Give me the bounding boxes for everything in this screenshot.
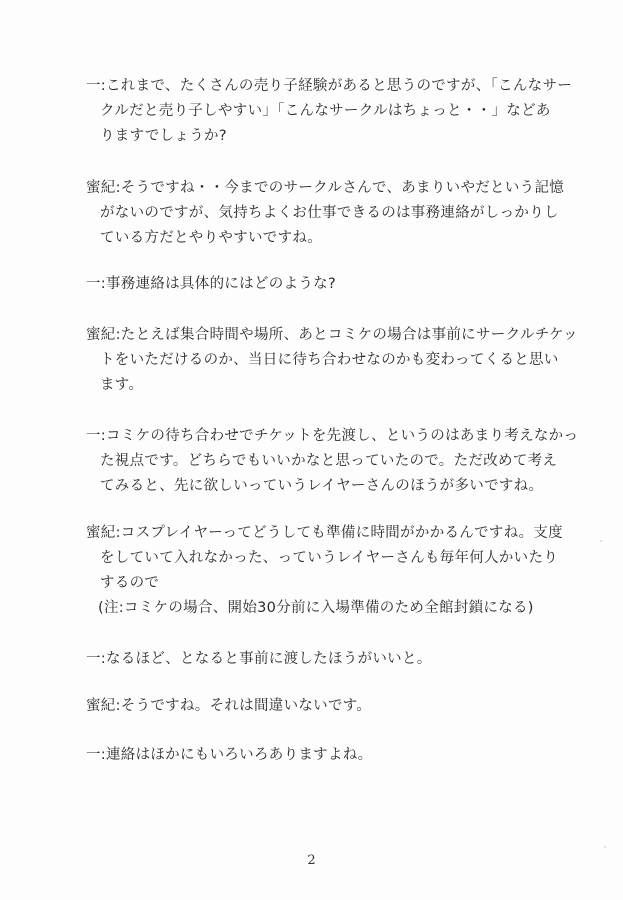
dialogue-line: 一:これまで、たくさんの売り子経験があると思うのですが、「こんなサー <box>86 78 573 94</box>
dialogue-line: 蜜紀:たとえば集合時間や場所、あとコミケの場合は事前にサークルチケッ <box>86 327 578 343</box>
dialogue-entry <box>86 647 556 672</box>
editor-note: (注:コミケの場合、開始30分前に入場準備のため全館封鎖になる) <box>98 600 534 616</box>
dialogue-line: てみると、先に欲しいっていうレイヤーさんのほうが多いですね。 <box>100 478 544 494</box>
dialogue-line: クルだと売り子しやすい」「こんなサークルはちょっと・・」などあ <box>100 103 551 119</box>
dialogue-line: 一:コミケの待ち合わせでチケットを先渡し、というのはあまり考えなかっ <box>86 428 579 444</box>
dialogue-entry <box>86 694 556 719</box>
dialogue-entry <box>86 743 556 768</box>
dialogue-line: 一:なるほど、となると事前に渡したほうがいいと。 <box>86 651 432 667</box>
dialogue-line: 蜜紀:そうですね・・今までのサークルさんで、あまりいやだという記憶 <box>86 180 565 196</box>
dialogue-line: がないのですが、気持ちよくお仕事できるのは事務連絡がしっかりし <box>100 205 559 221</box>
dialogue-line: 蜜紀:そうですね。それは間違いないです。 <box>86 698 372 714</box>
scan-speck <box>600 540 602 542</box>
scan-speck <box>604 846 606 848</box>
dialogue-line: た視点です。どちらでもいいかなと思っていたので。ただ改めて考え <box>100 453 558 469</box>
dialogue-line: 一:事務連絡は具体的にはどのような? <box>86 276 336 292</box>
dialogue-line: 蜜紀:コスプレイヤーってどうしても準備に時間がかかるんですね。支度 <box>86 525 563 541</box>
dialogue-entry <box>86 424 579 499</box>
dialogue-line: をしていて入れなかった、っていうレイヤーさんも毎年何人かいたり <box>100 550 559 566</box>
dialogue-line: 一:連絡はほかにもいろいろありますよね。 <box>86 747 373 763</box>
dialogue-entry <box>86 323 578 398</box>
dialogue-entry <box>86 272 556 297</box>
dialogue-entry <box>86 176 565 251</box>
dialogue-entry <box>86 521 563 596</box>
dialogue-line: ている方だとやりやすいですね。 <box>100 230 322 246</box>
dialogue-entry <box>86 74 573 149</box>
dialogue-line: トをいただけるのか、当日に待ち合わせなのかも変わってくると思い <box>100 352 559 368</box>
dialogue-line: りますでしょうか? <box>100 128 227 144</box>
dialogue-line: ます。 <box>100 377 144 393</box>
page-number: 2 <box>307 853 316 868</box>
dialogue-line: するので <box>100 575 160 591</box>
